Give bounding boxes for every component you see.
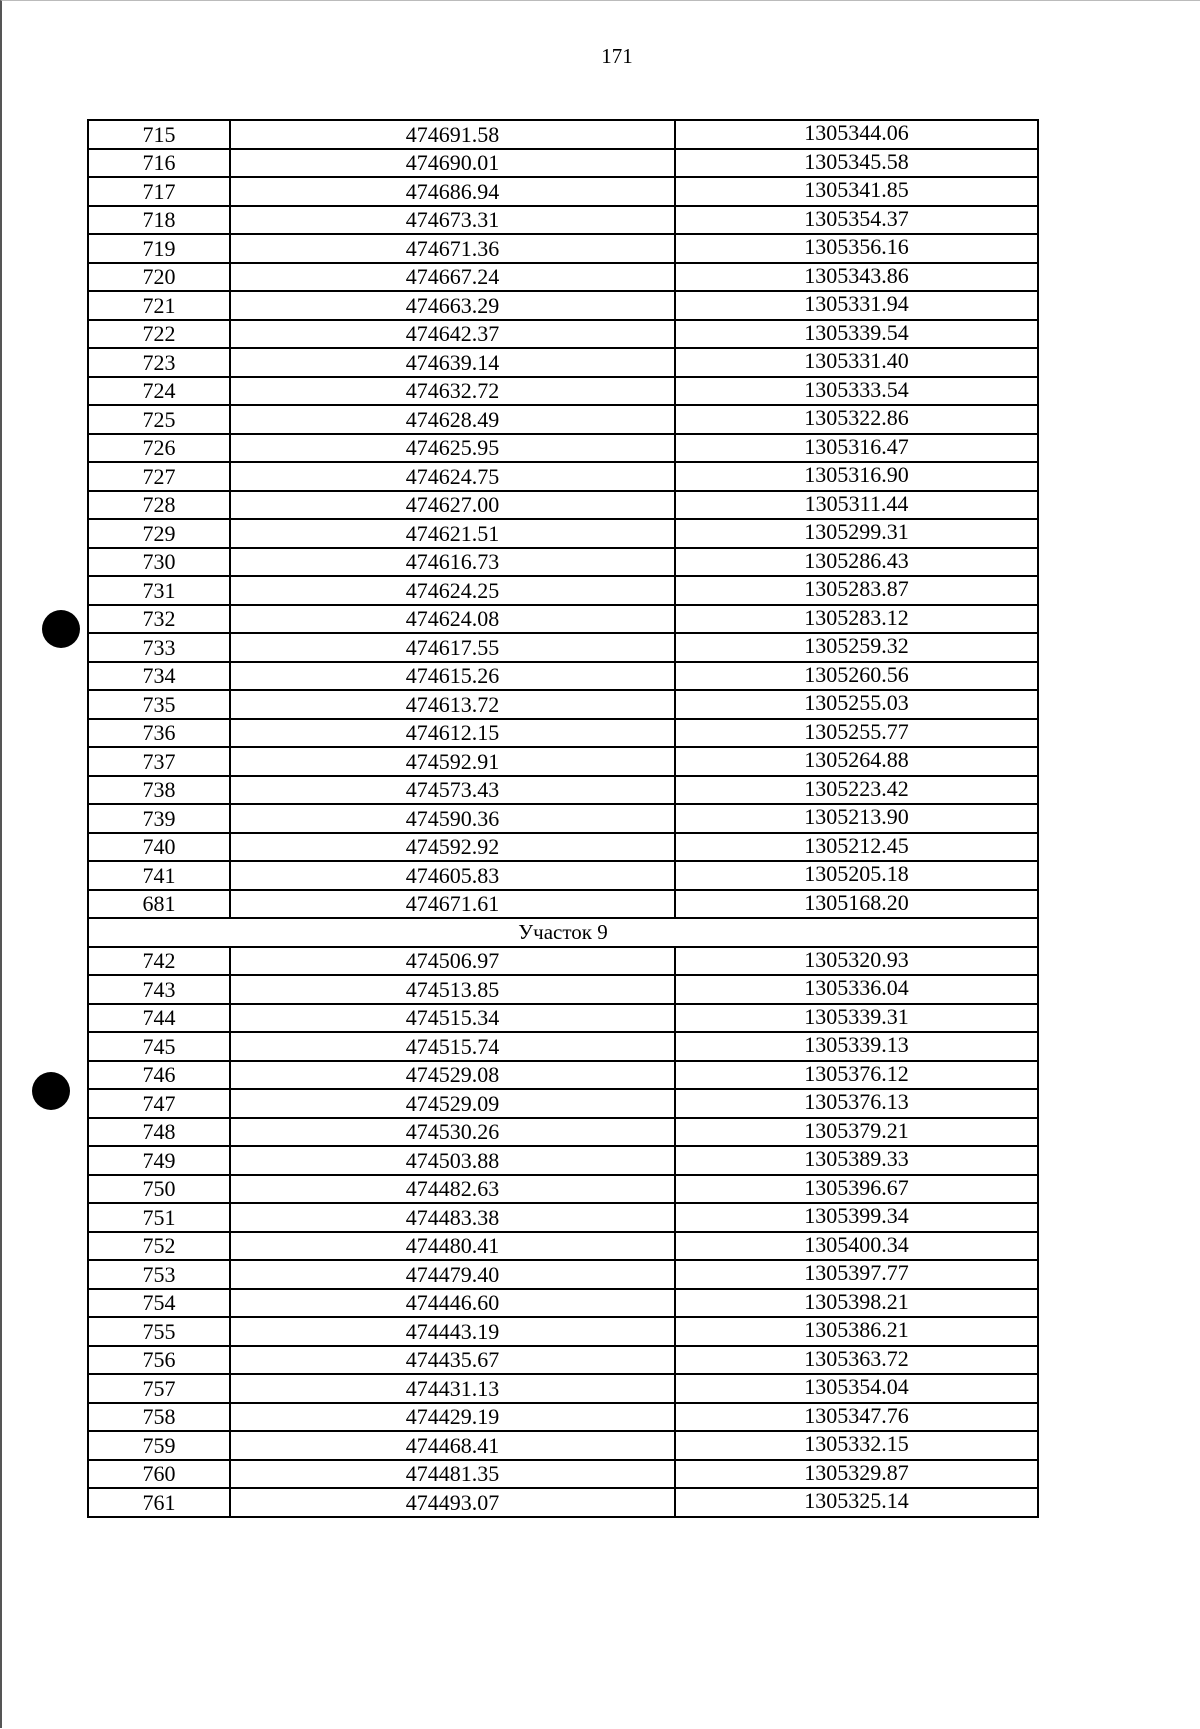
point-number-cell: 730 (88, 548, 230, 577)
point-number-cell: 746 (88, 1061, 230, 1090)
x-coordinate-cell: 474667.24 (230, 263, 675, 292)
y-coordinate-cell: 1305329.87 (675, 1460, 1038, 1489)
table-row (88, 405, 1038, 434)
table-row (88, 890, 1038, 919)
y-coordinate-cell: 1305322.86 (675, 405, 1038, 434)
point-number-cell: 748 (88, 1118, 230, 1147)
y-coordinate-cell: 1305333.54 (675, 377, 1038, 406)
x-coordinate-cell: 474612.15 (230, 719, 675, 748)
x-coordinate-cell: 474483.38 (230, 1203, 675, 1232)
point-number-cell: 740 (88, 833, 230, 862)
y-coordinate-cell: 1305397.77 (675, 1260, 1038, 1289)
y-coordinate-cell: 1305325.14 (675, 1488, 1038, 1517)
y-coordinate-cell: 1305386.21 (675, 1317, 1038, 1346)
coordinates-block-2 (88, 947, 1038, 1517)
point-number-cell: 760 (88, 1460, 230, 1489)
y-coordinate-cell: 1305396.67 (675, 1175, 1038, 1204)
x-coordinate-cell: 474482.63 (230, 1175, 675, 1204)
point-number-cell: 728 (88, 491, 230, 520)
table-row (88, 861, 1038, 890)
table-row (88, 491, 1038, 520)
table-row (88, 1346, 1038, 1375)
y-coordinate-cell: 1305399.34 (675, 1203, 1038, 1232)
y-coordinate-cell: 1305283.87 (675, 576, 1038, 605)
point-number-cell: 733 (88, 633, 230, 662)
x-coordinate-cell: 474480.41 (230, 1232, 675, 1261)
y-coordinate-cell: 1305255.03 (675, 690, 1038, 719)
table-row (88, 1431, 1038, 1460)
y-coordinate-cell: 1305356.16 (675, 234, 1038, 263)
x-coordinate-cell: 474691.58 (230, 120, 675, 149)
y-coordinate-cell: 1305339.13 (675, 1032, 1038, 1061)
x-coordinate-cell: 474624.75 (230, 462, 675, 491)
point-number-cell: 759 (88, 1431, 230, 1460)
y-coordinate-cell: 1305379.21 (675, 1118, 1038, 1147)
y-coordinate-cell: 1305311.44 (675, 491, 1038, 520)
table-row (88, 947, 1038, 976)
point-number-cell: 722 (88, 320, 230, 349)
y-coordinate-cell: 1305223.42 (675, 776, 1038, 805)
point-number-cell: 724 (88, 377, 230, 406)
table-row (88, 1232, 1038, 1261)
y-coordinate-cell: 1305213.90 (675, 804, 1038, 833)
point-number-cell: 720 (88, 263, 230, 292)
table-row (88, 747, 1038, 776)
point-number-cell: 758 (88, 1403, 230, 1432)
table-row (88, 1317, 1038, 1346)
point-number-cell: 742 (88, 947, 230, 976)
y-coordinate-cell: 1305341.85 (675, 177, 1038, 206)
table-row (88, 263, 1038, 292)
y-coordinate-cell: 1305336.04 (675, 975, 1038, 1004)
x-coordinate-cell: 474590.36 (230, 804, 675, 833)
y-coordinate-cell: 1305299.31 (675, 519, 1038, 548)
table-row (88, 348, 1038, 377)
x-coordinate-cell: 474625.95 (230, 434, 675, 463)
section-header (88, 918, 1038, 947)
table-row (88, 975, 1038, 1004)
y-coordinate-cell: 1305286.43 (675, 548, 1038, 577)
x-coordinate-cell: 474446.60 (230, 1289, 675, 1318)
y-coordinate-cell: 1305205.18 (675, 861, 1038, 890)
table-row (88, 605, 1038, 634)
coordinates-table (87, 119, 1039, 1518)
x-coordinate-cell: 474671.36 (230, 234, 675, 263)
x-coordinate-cell: 474573.43 (230, 776, 675, 805)
point-number-cell: 732 (88, 605, 230, 634)
x-coordinate-cell: 474513.85 (230, 975, 675, 1004)
x-coordinate-cell: 474621.51 (230, 519, 675, 548)
x-coordinate-cell: 474627.00 (230, 491, 675, 520)
x-coordinate-cell: 474479.40 (230, 1260, 675, 1289)
x-coordinate-cell: 474642.37 (230, 320, 675, 349)
y-coordinate-cell: 1305347.76 (675, 1403, 1038, 1432)
point-number-cell: 755 (88, 1317, 230, 1346)
x-coordinate-cell: 474605.83 (230, 861, 675, 890)
point-number-cell: 727 (88, 462, 230, 491)
table-row (88, 1061, 1038, 1090)
point-number-cell: 753 (88, 1260, 230, 1289)
y-coordinate-cell: 1305343.86 (675, 263, 1038, 292)
y-coordinate-cell: 1305259.32 (675, 633, 1038, 662)
x-coordinate-cell: 474431.13 (230, 1374, 675, 1403)
table-row (88, 291, 1038, 320)
point-number-cell: 734 (88, 662, 230, 691)
x-coordinate-cell: 474529.09 (230, 1089, 675, 1118)
x-coordinate-cell: 474616.73 (230, 548, 675, 577)
point-number-cell: 737 (88, 747, 230, 776)
x-coordinate-cell: 474624.08 (230, 605, 675, 634)
x-coordinate-cell: 474503.88 (230, 1146, 675, 1175)
x-coordinate-cell: 474506.97 (230, 947, 675, 976)
table-row (88, 149, 1038, 178)
point-number-cell: 736 (88, 719, 230, 748)
y-coordinate-cell: 1305339.54 (675, 320, 1038, 349)
x-coordinate-cell: 474663.29 (230, 291, 675, 320)
table-row (88, 1175, 1038, 1204)
table-row (88, 1289, 1038, 1318)
table-row (88, 1089, 1038, 1118)
x-coordinate-cell: 474632.72 (230, 377, 675, 406)
table-row (88, 120, 1038, 149)
x-coordinate-cell: 474429.19 (230, 1403, 675, 1432)
x-coordinate-cell: 474515.74 (230, 1032, 675, 1061)
y-coordinate-cell: 1305389.33 (675, 1146, 1038, 1175)
point-number-cell: 717 (88, 177, 230, 206)
point-number-cell: 716 (88, 149, 230, 178)
y-coordinate-cell: 1305354.04 (675, 1374, 1038, 1403)
x-coordinate-cell: 474628.49 (230, 405, 675, 434)
y-coordinate-cell: 1305260.56 (675, 662, 1038, 691)
table-row (88, 548, 1038, 577)
table-row (88, 1203, 1038, 1232)
table-row (88, 1488, 1038, 1517)
y-coordinate-cell: 1305344.06 (675, 120, 1038, 149)
y-coordinate-cell: 1305331.40 (675, 348, 1038, 377)
y-coordinate-cell: 1305376.12 (675, 1061, 1038, 1090)
table-row (88, 462, 1038, 491)
table-row (88, 377, 1038, 406)
x-coordinate-cell: 474686.94 (230, 177, 675, 206)
x-coordinate-cell: 474515.34 (230, 1004, 675, 1033)
y-coordinate-cell: 1305264.88 (675, 747, 1038, 776)
section-title: Участок 9 (88, 918, 1038, 947)
x-coordinate-cell: 474613.72 (230, 690, 675, 719)
x-coordinate-cell: 474493.07 (230, 1488, 675, 1517)
table-row (88, 690, 1038, 719)
point-number-cell: 681 (88, 890, 230, 919)
point-number-cell: 729 (88, 519, 230, 548)
table-row (88, 1260, 1038, 1289)
y-coordinate-cell: 1305354.37 (675, 206, 1038, 235)
point-number-cell: 744 (88, 1004, 230, 1033)
table-row (88, 833, 1038, 862)
y-coordinate-cell: 1305363.72 (675, 1346, 1038, 1375)
point-number-cell: 754 (88, 1289, 230, 1318)
y-coordinate-cell: 1305332.15 (675, 1431, 1038, 1460)
point-number-cell: 719 (88, 234, 230, 263)
x-coordinate-cell: 474690.01 (230, 149, 675, 178)
point-number-cell: 750 (88, 1175, 230, 1204)
point-number-cell: 756 (88, 1346, 230, 1375)
point-number-cell: 731 (88, 576, 230, 605)
y-coordinate-cell: 1305400.34 (675, 1232, 1038, 1261)
table-row (88, 1118, 1038, 1147)
x-coordinate-cell: 474481.35 (230, 1460, 675, 1489)
table-row (88, 1403, 1038, 1432)
table-row (88, 719, 1038, 748)
y-coordinate-cell: 1305345.58 (675, 149, 1038, 178)
page-number: 171 (601, 44, 633, 68)
x-coordinate-cell: 474671.61 (230, 890, 675, 919)
coordinates-block-1 (88, 120, 1038, 918)
y-coordinate-cell: 1305331.94 (675, 291, 1038, 320)
point-number-cell: 752 (88, 1232, 230, 1261)
table-row (88, 776, 1038, 805)
table-row (88, 662, 1038, 691)
punch-hole-mark (32, 1072, 70, 1110)
table-row (88, 177, 1038, 206)
y-coordinate-cell: 1305339.31 (675, 1004, 1038, 1033)
x-coordinate-cell: 474530.26 (230, 1118, 675, 1147)
point-number-cell: 718 (88, 206, 230, 235)
x-coordinate-cell: 474673.31 (230, 206, 675, 235)
y-coordinate-cell: 1305316.47 (675, 434, 1038, 463)
point-number-cell: 735 (88, 690, 230, 719)
point-number-cell: 739 (88, 804, 230, 833)
x-coordinate-cell: 474617.55 (230, 633, 675, 662)
x-coordinate-cell: 474468.41 (230, 1431, 675, 1460)
table-row (88, 234, 1038, 263)
table-row (88, 1032, 1038, 1061)
point-number-cell: 747 (88, 1089, 230, 1118)
table-row (88, 519, 1038, 548)
x-coordinate-cell: 474435.67 (230, 1346, 675, 1375)
table-row (88, 804, 1038, 833)
point-number-cell: 715 (88, 120, 230, 149)
x-coordinate-cell: 474615.26 (230, 662, 675, 691)
table-row (88, 1374, 1038, 1403)
y-coordinate-cell: 1305398.21 (675, 1289, 1038, 1318)
x-coordinate-cell: 474624.25 (230, 576, 675, 605)
x-coordinate-cell: 474529.08 (230, 1061, 675, 1090)
y-coordinate-cell: 1305255.77 (675, 719, 1038, 748)
y-coordinate-cell: 1305376.13 (675, 1089, 1038, 1118)
x-coordinate-cell: 474592.92 (230, 833, 675, 862)
point-number-cell: 749 (88, 1146, 230, 1175)
table-row (88, 320, 1038, 349)
table-row (88, 1146, 1038, 1175)
point-number-cell: 738 (88, 776, 230, 805)
point-number-cell: 723 (88, 348, 230, 377)
punch-hole-mark (42, 610, 80, 648)
y-coordinate-cell: 1305320.93 (675, 947, 1038, 976)
table-row (88, 1004, 1038, 1033)
point-number-cell: 721 (88, 291, 230, 320)
point-number-cell: 725 (88, 405, 230, 434)
point-number-cell: 751 (88, 1203, 230, 1232)
point-number-cell: 757 (88, 1374, 230, 1403)
point-number-cell: 726 (88, 434, 230, 463)
point-number-cell: 743 (88, 975, 230, 1004)
point-number-cell: 761 (88, 1488, 230, 1517)
y-coordinate-cell: 1305212.45 (675, 833, 1038, 862)
point-number-cell: 745 (88, 1032, 230, 1061)
x-coordinate-cell: 474639.14 (230, 348, 675, 377)
table-row (88, 1460, 1038, 1489)
y-coordinate-cell: 1305316.90 (675, 462, 1038, 491)
y-coordinate-cell: 1305283.12 (675, 605, 1038, 634)
table-row (88, 633, 1038, 662)
y-coordinate-cell: 1305168.20 (675, 890, 1038, 919)
table-row (88, 576, 1038, 605)
table-row (88, 206, 1038, 235)
point-number-cell: 741 (88, 861, 230, 890)
table-row (88, 434, 1038, 463)
x-coordinate-cell: 474443.19 (230, 1317, 675, 1346)
x-coordinate-cell: 474592.91 (230, 747, 675, 776)
